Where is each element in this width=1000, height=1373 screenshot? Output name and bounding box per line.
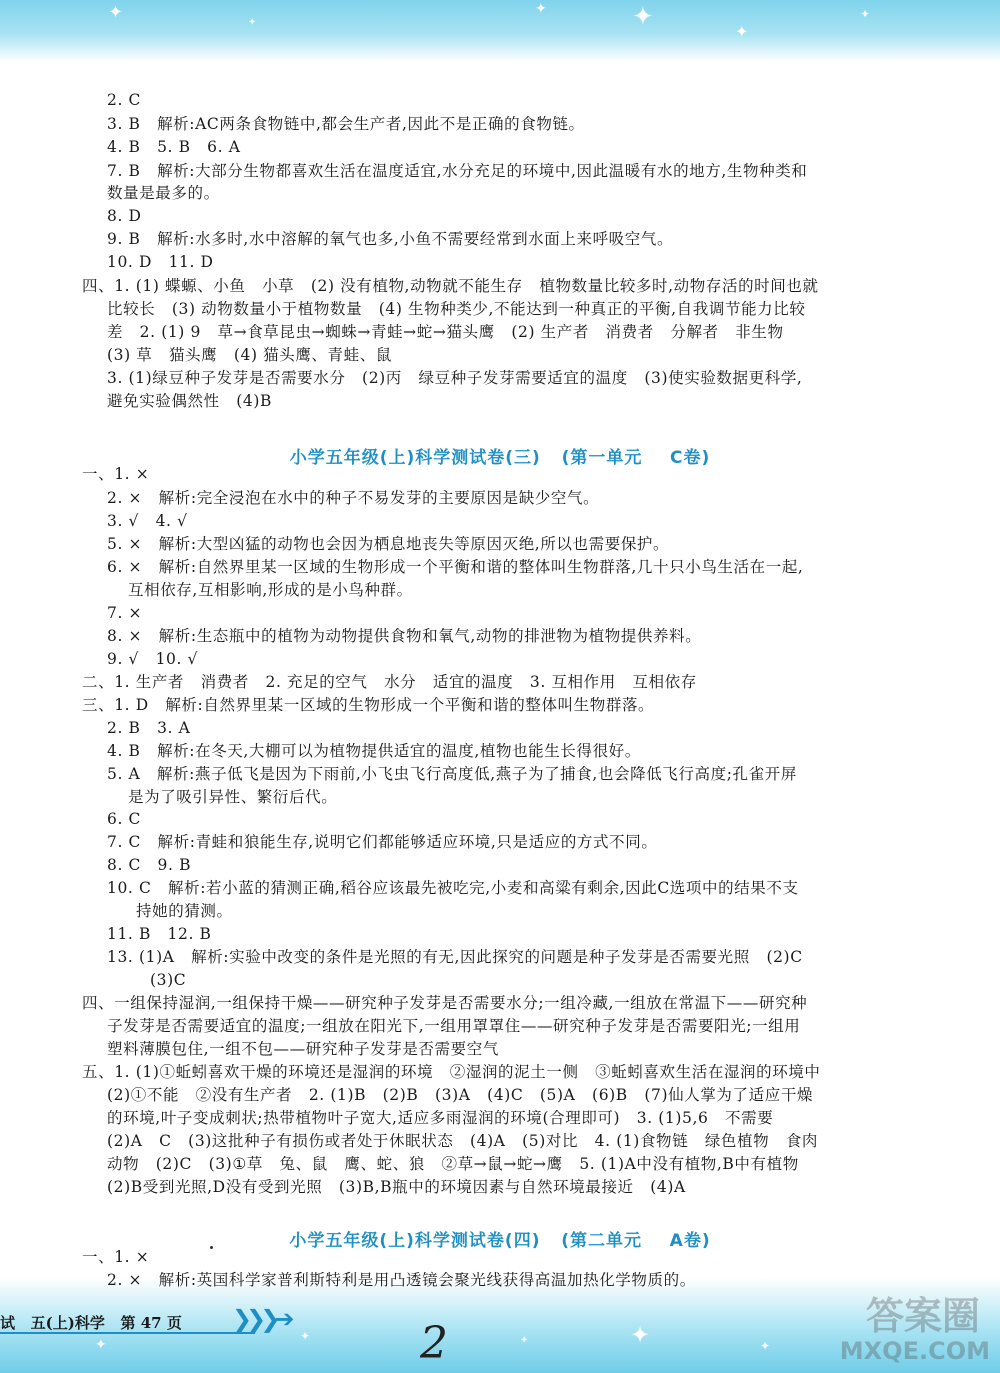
answer-line: 4. B 5. B 6. A (107, 138, 241, 156)
answer-line: (2)①不能 ②没有生产者 2. (1)B (2)B (3)A (4)C (5)A (6)B (7)仙人掌为了适应干燥 (107, 1086, 814, 1104)
answer-line: 7. C 解析:青蛙和狼能生存,说明它们都能够适应环境,只是适应的方式不同。 (107, 833, 658, 851)
sparkle-icon: ✦ (520, 1335, 529, 1346)
answer-line: 9. B 解析:水多时,水中溶解的氧气也多,小鱼不需要经常到水面上来呼吸空气。 (107, 230, 674, 248)
answer-line: 数量是最多的。 (107, 184, 220, 202)
answer-line: (3) 草 猫头鹰 (4) 猫头鹰、青蛙、鼠 (107, 346, 392, 364)
section-heading: 小学五年级(上)科学测试卷(三) (第一单元 C卷) (289, 448, 711, 468)
answer-line: 8. C 9. B (107, 856, 192, 874)
footer-rule (0, 1332, 255, 1334)
answer-line: 四、1. (1) 蝶螈、小鱼 小草 (2) 没有植物,动物就不能生存 植物数量比较多时,动物存活的时间也就 (82, 277, 819, 295)
sparkle-icon: ✦ (248, 17, 257, 28)
sparkle-icon: ✦ (760, 1339, 771, 1353)
answer-line: 2. B 3. A (107, 719, 191, 737)
answer-line: 3. √ 4. √ (107, 512, 188, 530)
answer-line: 的环境,叶子变成刺状;热带植物叶子宽大,适应多雨湿润的环境(合理即可) 3. (1)5,6 不需要 (107, 1109, 774, 1127)
watermark-bottom-text: MXQE.COM (839, 1337, 990, 1365)
answer-line: 3. (1)绿豆种子发芽是否需要水分 (2)丙 绿豆种子发芽需要适宜的温度 (3)使实验数据更科学, (107, 369, 803, 387)
answer-line: 10. D 11. D (107, 253, 214, 271)
answer-line: 8. × 解析:生态瓶中的植物为动物提供食物和氧气,动物的排泄物为植物提供养料。 (107, 627, 702, 645)
arrow-decoration-icon: ❯❯❯➔ (232, 1305, 289, 1333)
section-heading: 小学五年级(上)科学测试卷(四) (第二单元 A卷) (289, 1231, 711, 1251)
answer-line: 动物 (2)C (3)①草 兔、鼠 鹰、蛇、狼 ②草→鼠→蛇→鹰 5. (1)A中没有植物,B中有植物 (107, 1155, 799, 1173)
answer-line: 6. × 解析:自然界里某一区域的生物形成一个平衡和谐的整体叫生物群落,几十只小鸟生活在一起, (107, 558, 804, 576)
answer-line: 13. (1)A 解析:实验中改变的条件是光照的有无,因此探究的问题是种子发芽是否需要光照 (2)C (107, 948, 803, 966)
answer-line: 5. × 解析:大型凶猛的动物也会因为栖息地丧失等原因灭绝,所以也需要保护。 (107, 535, 670, 553)
sparkle-icon: ✦ (735, 22, 749, 41)
sparkle-icon: ✦ (630, 1321, 651, 1349)
answer-line: 差 2. (1) 9 草→食草昆虫→蜘蛛→青蛙→蛇→猫头鹰 (2) 生产者 消费者 分解者 非生物 (107, 323, 784, 341)
sparkle-icon: ✦ (535, 1, 547, 17)
sparkle-icon: ✦ (95, 1337, 107, 1353)
answer-line: 持她的猜测。 (136, 902, 233, 920)
ink-dot (210, 1246, 213, 1249)
page-footer: 试 五(上)科学 第 47 页 (0, 1314, 182, 1332)
answer-line: 3. B 解析:AC两条食物链中,都会生产者,因此不是正确的食物链。 (107, 115, 585, 133)
answer-line: 互相依存,互相影响,形成的是小鸟种群。 (128, 581, 413, 599)
answer-line: 四、一组保持湿润,一组保持干燥——研究种子发芽是否需要水分;一组冷藏,一组放在常温下——研究种 (82, 994, 808, 1012)
sparkle-icon: ✦ (108, 2, 124, 23)
answer-line: 4. B 解析:在冬天,大棚可以为植物提供适宜的温度,植物也能生长得很好。 (107, 742, 641, 760)
sparkle-icon: ✦ (860, 7, 871, 21)
answer-line: 5. A 解析:燕子低飞是因为下雨前,小飞虫飞行高度低,燕子为了捕食,也会降低飞行高度;孔雀开屏 (107, 765, 797, 783)
answer-line: 2. × 解析:完全浸泡在水中的种子不易发芽的主要原因是缺少空气。 (107, 489, 600, 507)
answer-line: 2. × 解析:英国科学家普利斯特利是用凸透镜会聚光线获得高温加热化学物质的。 (107, 1271, 696, 1289)
answer-line: 塑料薄膜包住,一组不包——研究种子发芽是否需要空气 (107, 1040, 499, 1058)
answer-line: 9. √ 10. √ (107, 650, 199, 668)
answer-line: 6. C (107, 810, 141, 828)
answer-line: 10. C 解析:若小蓝的猜测正确,稻谷应该最先被吃完,小麦和高粱有剩余,因此C选项中的结果不支 (107, 879, 799, 897)
answer-line: 三、1. D 解析:自然界里某一区域的生物形成一个平衡和谐的整体叫生物群落。 (82, 696, 655, 714)
answer-line: 二、1. 生产者 消费者 2. 充足的空气 水分 适宜的温度 3. 互相作用 互相依存 (82, 673, 697, 691)
answer-line: (3)C (150, 971, 187, 989)
answer-line: 7. B 解析:大部分生物都喜欢生活在温度适宜,水分充足的环境中,因此温暖有水的地方,生物种类和 (107, 162, 808, 180)
answer-line: 一、1. × (82, 465, 150, 483)
top-decorative-band (0, 0, 1000, 62)
answer-line: 避免实验偶然性 (4)B (107, 392, 273, 410)
answer-line: 2. C (107, 91, 141, 109)
watermark-logo (810, 1285, 990, 1365)
sparkle-icon: ✦ (300, 1329, 311, 1343)
answer-line: 是为了吸引异性、繁衍后代。 (128, 788, 338, 806)
answer-line: 子发芽是否需要适宜的温度;一组放在阳光下,一组用罩罩住——研究种子发芽是否需要阳光;一组用 (107, 1017, 801, 1035)
answer-line: (2)B受到光照,D没有受到光照 (3)B,B瓶中的环境因素与自然环境最接近 (4)A (107, 1178, 686, 1196)
answer-line: 8. D (107, 207, 142, 225)
handwritten-mark: 2 (420, 1318, 448, 1369)
answer-line: 五、1. (1)①蚯蚓喜欢干燥的环境还是湿润的环境 ②湿润的泥土一侧 ③蚯蚓喜欢生活在湿润的环境中 (82, 1063, 821, 1081)
answer-line: 比较长 (3) 动物数量小于植物数量 (4) 生物种类少,不能达到一种真正的平衡,自我调节能力比较 (107, 300, 806, 318)
answer-line: (2)A C (3)这批种子有损伤或者处于休眠状态 (4)A (5)对比 4. (1)食物链 绿色植物 食肉 (107, 1132, 819, 1150)
answer-line: 7. × (107, 604, 143, 622)
answer-line: 一、1. × (82, 1248, 150, 1266)
watermark-top-text: 答案圈 (865, 1294, 980, 1338)
answer-line: 11. B 12. B (107, 925, 212, 943)
sparkle-icon: ✦ (632, 2, 654, 32)
